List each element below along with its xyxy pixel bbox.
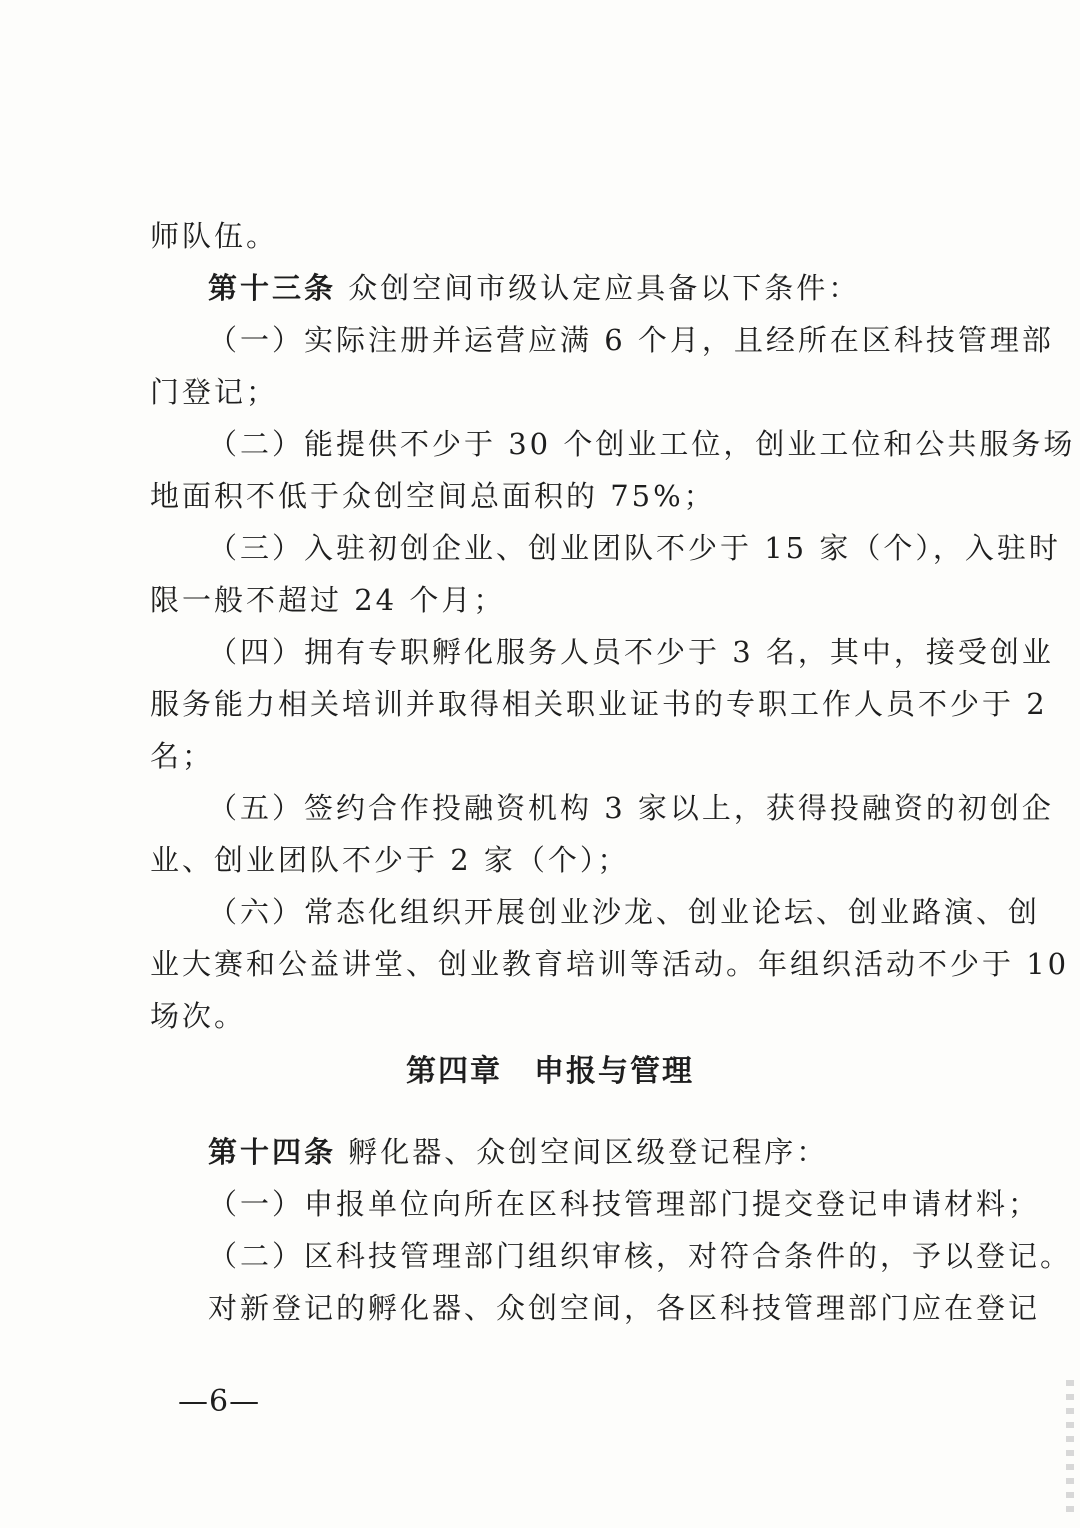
- text-line: 地面积不低于众创空间总面积的 75%；: [150, 479, 716, 513]
- article-13-label: 第十三条: [208, 271, 337, 305]
- text-line: 门登记；: [150, 375, 279, 409]
- text-line: （一）实际注册并运营应满 6 个月，且经所在区科技管理部: [208, 323, 1054, 357]
- text-line: （二）区科技管理部门组织审核，对符合条件的，予以登记。: [208, 1239, 1073, 1273]
- text-line: 场次。: [150, 999, 247, 1033]
- text-line: 对新登记的孵化器、众创空间，各区科技管理部门应在登记: [208, 1291, 1041, 1325]
- text-line: （四）拥有专职孵化服务人员不少于 3 名，其中，接受创业: [208, 635, 1054, 669]
- text-line: （一）申报单位向所在区科技管理部门提交登记申请材料；: [208, 1187, 1041, 1221]
- text-line: 限一般不超过 24 个月；: [150, 583, 506, 617]
- article-13-line: [208, 268, 950, 308]
- text-line: （六）常态化组织开展创业沙龙、创业论坛、创业路演、创: [208, 895, 1041, 929]
- text-line: 师队伍。: [150, 219, 279, 253]
- text-line: 名；: [150, 739, 215, 773]
- text-line: 业、创业团队不少于 2 家（个）；: [150, 843, 630, 877]
- text-line: （三）入驻初创企业、创业团队不少于 15 家（个），入驻时: [208, 531, 1061, 565]
- article-14-line: [208, 1132, 950, 1172]
- text-line: 业大赛和公益讲堂、创业教育培训等活动。年组织活动不少于 10: [150, 947, 1070, 981]
- text-line: （五）签约合作投融资机构 3 家以上，获得投融资的初创企: [208, 791, 1054, 825]
- text-line: 服务能力相关培训并取得相关职业证书的专职工作人员不少于 2: [150, 687, 1048, 721]
- text-line: （二）能提供不少于 30 个创业工位，创业工位和公共服务场: [208, 427, 1076, 461]
- article-13-text: 众创空间市级认定应具备以下条件：: [348, 271, 861, 305]
- chapter-heading: 第四章 申报与管理: [406, 1054, 694, 1089]
- article-14-text: 孵化器、众创空间区级登记程序：: [348, 1135, 829, 1169]
- page-number: —6—: [178, 1384, 261, 1419]
- article-14-label: 第十四条: [208, 1135, 337, 1169]
- scan-edge-mark: [1066, 1380, 1074, 1520]
